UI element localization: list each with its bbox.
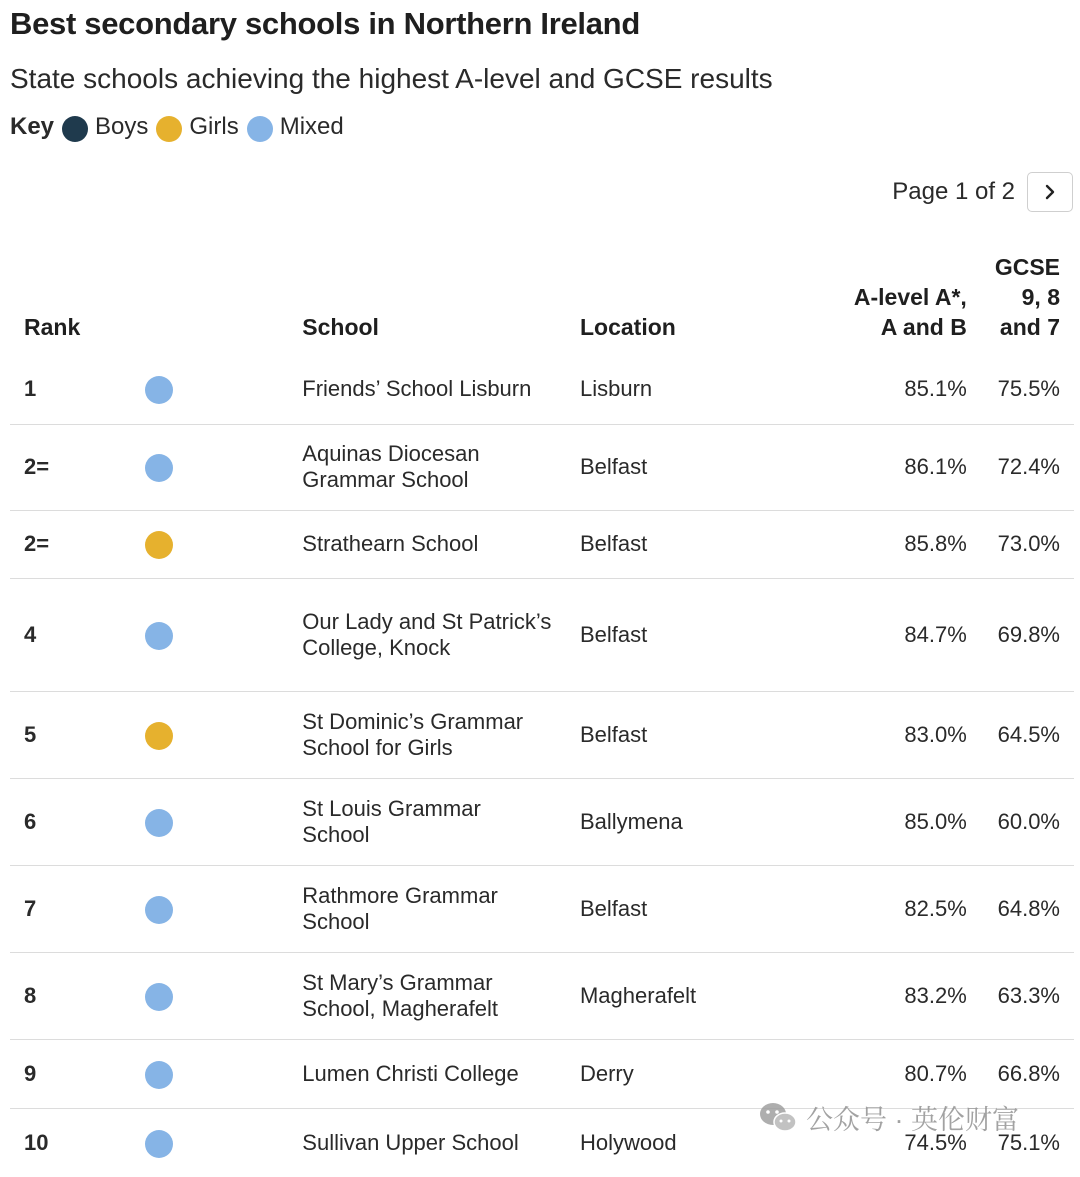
rank-cell: 6 [10,778,117,865]
school-name-cell: Rathmore Grammar School [288,865,566,952]
alevel-cell: 84.7% [780,578,981,691]
alevel-cell: 85.1% [904,375,967,401]
gcse-cell: 69.8% [981,578,1074,691]
alevel-cell: 86.1% [780,424,981,510]
watermark-text: 公众号 · 英伦财富 [806,1105,1019,1135]
location-cell: Belfast [566,510,780,578]
location-cell: Derry [566,1039,780,1108]
alevel-cell: 82.5% [780,865,981,952]
rankings-table [10,252,1074,1177]
school-type-dot [145,722,173,750]
school-type-cell [117,778,289,865]
legend-dot-mixed [247,116,273,142]
table-row [10,778,1074,865]
legend-label-girls: Girls [189,113,239,140]
header-alevel-line2: A and B [880,314,967,340]
gcse-cell: 60.0% [981,778,1074,865]
school-type-cell [117,1108,289,1177]
school-type-dot [145,809,173,837]
location-cell: Belfast [566,865,780,952]
gcse-cell: 75.1% [981,1108,1074,1177]
school-type-cell [117,424,289,510]
location-cell: Holywood [566,1108,780,1177]
watermark [758,1098,1019,1137]
school-name-cell: Strathearn School [288,510,566,578]
location-cell: Ballymena [566,778,780,865]
school-type-cell [117,578,289,691]
school-type-cell [117,510,289,578]
rank-cell: 9 [10,1039,117,1108]
alevel-cell: 74.5% [780,1108,981,1177]
wechat-icon [758,1101,798,1135]
rank-cell: 4 [10,578,117,691]
rank-cell: 10 [10,1108,117,1177]
school-type-dot [145,896,173,924]
table-header-row [10,252,1074,354]
legend-dot-boys [62,116,88,142]
alevel-cell: 85.8% [780,510,981,578]
alevel-cell: 83.0% [780,691,981,778]
location-cell: Magherafelt [566,952,780,1039]
table-body [10,354,1074,1177]
school-type-cell [117,1039,289,1108]
gcse-cell: 63.3% [981,952,1074,1039]
table-row [10,354,1074,424]
legend-dot-girls [156,116,182,142]
gcse-cell: 64.8% [981,865,1074,952]
header-location: Location [579,314,676,340]
gcse-cell: 72.4% [981,424,1074,510]
table-row [10,424,1074,510]
school-type-dot [145,622,173,650]
header-gcse-line2: and 7 [999,314,1060,340]
pagination [892,172,1073,212]
school-name-cell: St Louis Grammar School [288,778,566,865]
school-name-cell: St Mary’s Grammar School, Magherafelt [288,952,566,1039]
next-page-button[interactable] [1027,172,1073,212]
school-name-cell: Friends’ School Lisburn [302,375,532,401]
gcse-cell: 64.5% [981,691,1074,778]
school-type-dot [145,1130,173,1158]
location-cell: Belfast [566,424,780,510]
page-indicator: Page 1 of 2 [892,178,1015,205]
school-type-dot [145,983,173,1011]
school-name-cell: Lumen Christi College [288,1039,566,1108]
school-name-cell: Our Lady and St Patrick’s College, Knock [288,578,566,691]
legend [10,113,352,141]
rank-cell: 2= [10,424,117,510]
header-gcse [981,252,1074,354]
rank-cell: 1 [24,375,37,401]
school-type-dot [145,1061,173,1089]
table-row [10,578,1074,691]
rank-cell: 7 [10,865,117,952]
gcse-cell: 75.5% [997,375,1060,401]
school-name-cell: St Dominic’s Grammar School for Girls [288,691,566,778]
legend-label-mixed: Mixed [279,113,344,140]
chart-title: Best secondary schools in Northern Ireland [10,6,640,41]
school-name-cell: Sullivan Upper School [288,1108,566,1177]
legend-label-boys: Boys [95,113,149,140]
school-type-dot [145,531,173,559]
header-gcse-line1: GCSE 9, 8 [994,254,1060,310]
location-cell: Lisburn [579,375,653,401]
header-school: School [302,314,379,340]
gcse-cell: 73.0% [981,510,1074,578]
header-type [117,252,289,354]
school-name-cell: Aquinas Diocesan Grammar School [288,424,566,510]
location-cell: Belfast [566,578,780,691]
alevel-cell: 83.2% [780,952,981,1039]
school-type-cell [117,952,289,1039]
chevron-right-icon [1043,184,1057,200]
table-row [10,691,1074,778]
school-type-cell [117,354,289,424]
chart-subtitle: State schools achieving the highest A-level and GCSE results [10,63,773,94]
rank-cell: 5 [10,691,117,778]
header-alevel [780,252,981,354]
alevel-cell: 85.0% [780,778,981,865]
alevel-cell: 80.7% [780,1039,981,1108]
school-type-cell [117,865,289,952]
school-type-cell [117,691,289,778]
table-row [10,865,1074,952]
rank-cell: 8 [10,952,117,1039]
rank-cell: 2= [10,510,117,578]
table-row [10,510,1074,578]
legend-label: Key [10,113,55,140]
header-alevel-line1: A-level A*, [853,284,967,310]
header-rank: Rank [24,314,81,340]
school-type-dot [145,454,173,482]
location-cell: Belfast [566,691,780,778]
gcse-cell: 66.8% [981,1039,1074,1108]
school-type-dot [145,376,173,404]
table-row [10,952,1074,1039]
